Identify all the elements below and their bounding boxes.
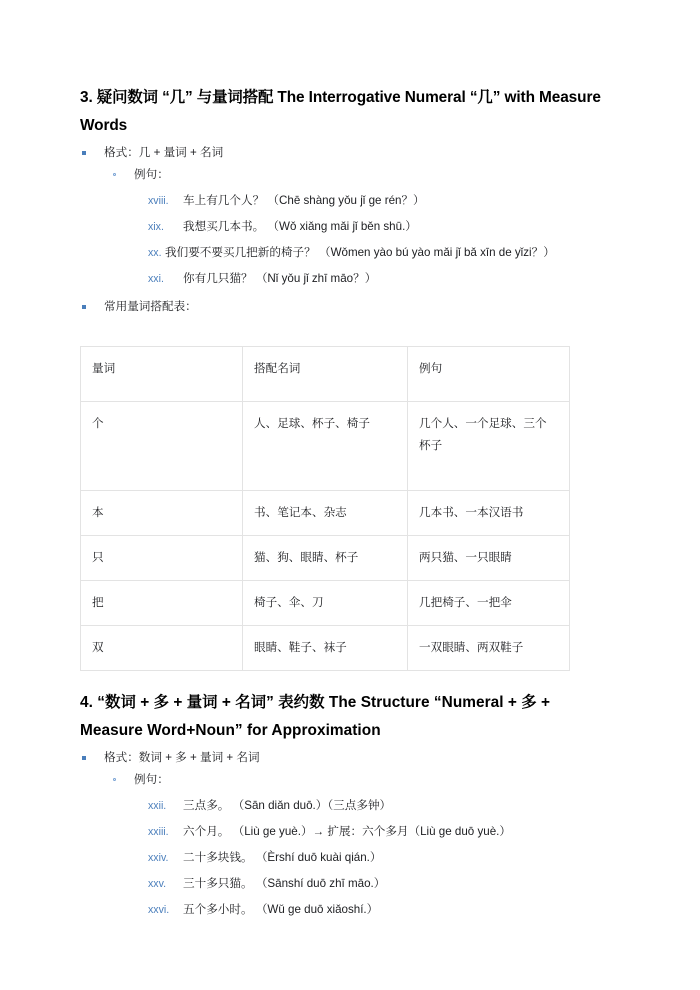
spacer (80, 671, 614, 689)
example-item (80, 188, 614, 214)
example-chinese: 我想买几本书。 (183, 220, 265, 233)
example-body (183, 793, 391, 819)
section-3-table-bullet (80, 296, 614, 318)
section-4-examples-bullet (80, 769, 614, 791)
section-3-example-list (80, 188, 614, 292)
table-cell: 书、笔记本、杂志 (243, 491, 408, 536)
table-cell: 只 (81, 536, 243, 581)
example-pinyin: （Sānshí duō zhī māo.） (255, 877, 386, 890)
example-body (183, 897, 378, 923)
example-pinyin: （Wǔ ge duō xiǎoshí.） (255, 903, 379, 916)
example-body (183, 845, 381, 871)
example-numeral: xx. (148, 247, 162, 259)
table-header-cell: 例句 (408, 347, 570, 402)
bullet-square-icon (82, 305, 86, 309)
example-body (183, 188, 425, 214)
table-row (81, 536, 570, 581)
section-4-examples-label: 例句： (134, 773, 169, 786)
example-body (183, 819, 511, 845)
table-cell: 人、足球、杯子、椅子 (243, 402, 408, 491)
example-numeral: xxvi. (148, 904, 170, 916)
example-numeral: xxiii. (148, 826, 169, 838)
example-chinese: 三十多只猫。 (183, 877, 253, 890)
table-row (81, 402, 570, 491)
table-header-cell: 量词 (81, 347, 243, 402)
table-header-row (81, 347, 570, 402)
table-cell: 几本书、一本汉语书 (408, 491, 570, 536)
example-item (80, 871, 614, 897)
section-4-format-label: 格式：数词 + 多 + 量词 + 名词 (104, 751, 260, 764)
table-cell: 椅子、伞、刀 (243, 581, 408, 626)
section-interrogative-numeral (80, 84, 614, 689)
example-item (80, 214, 614, 240)
section-3-examples-bullet (80, 164, 614, 186)
example-chinese: 我们要不要买几把新的椅子？ (165, 246, 316, 259)
example-chinese: 三点多。 (183, 799, 230, 812)
example-numeral: xxii. (148, 800, 167, 812)
table-row (81, 491, 570, 536)
section-4-format-bullet (80, 747, 614, 769)
section-3-format-label: 格式：几 + 量词 + 名词 (104, 146, 224, 159)
example-chinese: 五个多小时。 (183, 903, 253, 916)
example-body (183, 214, 417, 240)
example-item (80, 845, 614, 871)
bullet-circle-icon (113, 778, 116, 781)
example-item (80, 819, 614, 845)
example-body (183, 266, 376, 292)
example-numeral: xviii. (148, 195, 169, 207)
example-body (165, 240, 555, 266)
table-header-cell: 搭配名词 (243, 347, 408, 402)
example-numeral: xxi. (148, 273, 164, 285)
table-cell: 本 (81, 491, 243, 536)
section-3-examples-label: 例句： (134, 168, 169, 181)
example-item (80, 266, 614, 292)
example-chinese: 六个月。 (183, 825, 230, 838)
example-chinese: 车上有几个人？ (183, 194, 265, 207)
section-3-table-label: 常用量词搭配表： (104, 300, 197, 313)
table-cell: 把 (81, 581, 243, 626)
example-numeral: xxiv. (148, 852, 169, 864)
example-pinyin: （Chē shàng yǒu jǐ ge rén？） (267, 194, 425, 207)
bullet-circle-icon (113, 173, 116, 176)
spacer (80, 318, 614, 346)
example-item (80, 240, 614, 266)
example-numeral: xix. (148, 221, 164, 233)
document-content (80, 84, 614, 923)
section-4-example-list (80, 793, 614, 923)
table-cell: 几个人、一个足球、三个杯子 (408, 402, 570, 491)
table-row (81, 581, 570, 626)
example-pinyin: （Liù ge yuè.）→ 扩展：六个多月（Liù ge duō yuè.） (232, 825, 511, 838)
table-cell: 个 (81, 402, 243, 491)
example-body (183, 871, 385, 897)
section-approximation-structure (80, 689, 614, 923)
example-item (80, 897, 614, 923)
measure-word-table (80, 346, 570, 671)
table-cell: 猫、狗、眼睛、杯子 (243, 536, 408, 581)
example-pinyin: （Èrshí duō kuài qián.） (255, 851, 382, 864)
table-cell: 两只猫、一只眼睛 (408, 536, 570, 581)
example-pinyin: （Wǒmen yào bú yào mǎi jǐ bǎ xīn de yǐzi？） (318, 246, 555, 259)
table-cell: 几把椅子、一把伞 (408, 581, 570, 626)
bullet-square-icon (82, 756, 86, 760)
example-chinese: 你有几只猫？ (183, 272, 253, 285)
table-row (81, 626, 570, 671)
bullet-square-icon (82, 151, 86, 155)
table-cell: 双 (81, 626, 243, 671)
table-cell: 一双眼睛、两双鞋子 (408, 626, 570, 671)
section-3-format-bullet (80, 142, 614, 164)
table-cell: 眼睛、鞋子、袜子 (243, 626, 408, 671)
example-pinyin: （Sān diǎn duō.）（三点多钟） (232, 799, 392, 812)
example-chinese: 二十多块钱。 (183, 851, 253, 864)
example-item (80, 793, 614, 819)
section-4-heading: 4. “数词 + 多 + 量词 + 名词” 表约数 The Structure “Numeral + 多 + Measure Word+Noun” for Approximation (80, 694, 551, 739)
example-pinyin: （Wǒ xiǎng mǎi jǐ běn shū.） (267, 220, 417, 233)
section-3-heading: 3. 疑问数词 “几” 与量词搭配 The Interrogative Numeral “几” with Measure Words (80, 89, 601, 134)
example-numeral: xxv. (148, 878, 167, 890)
example-pinyin: （Nǐ yǒu jǐ zhī māo？） (255, 272, 377, 285)
